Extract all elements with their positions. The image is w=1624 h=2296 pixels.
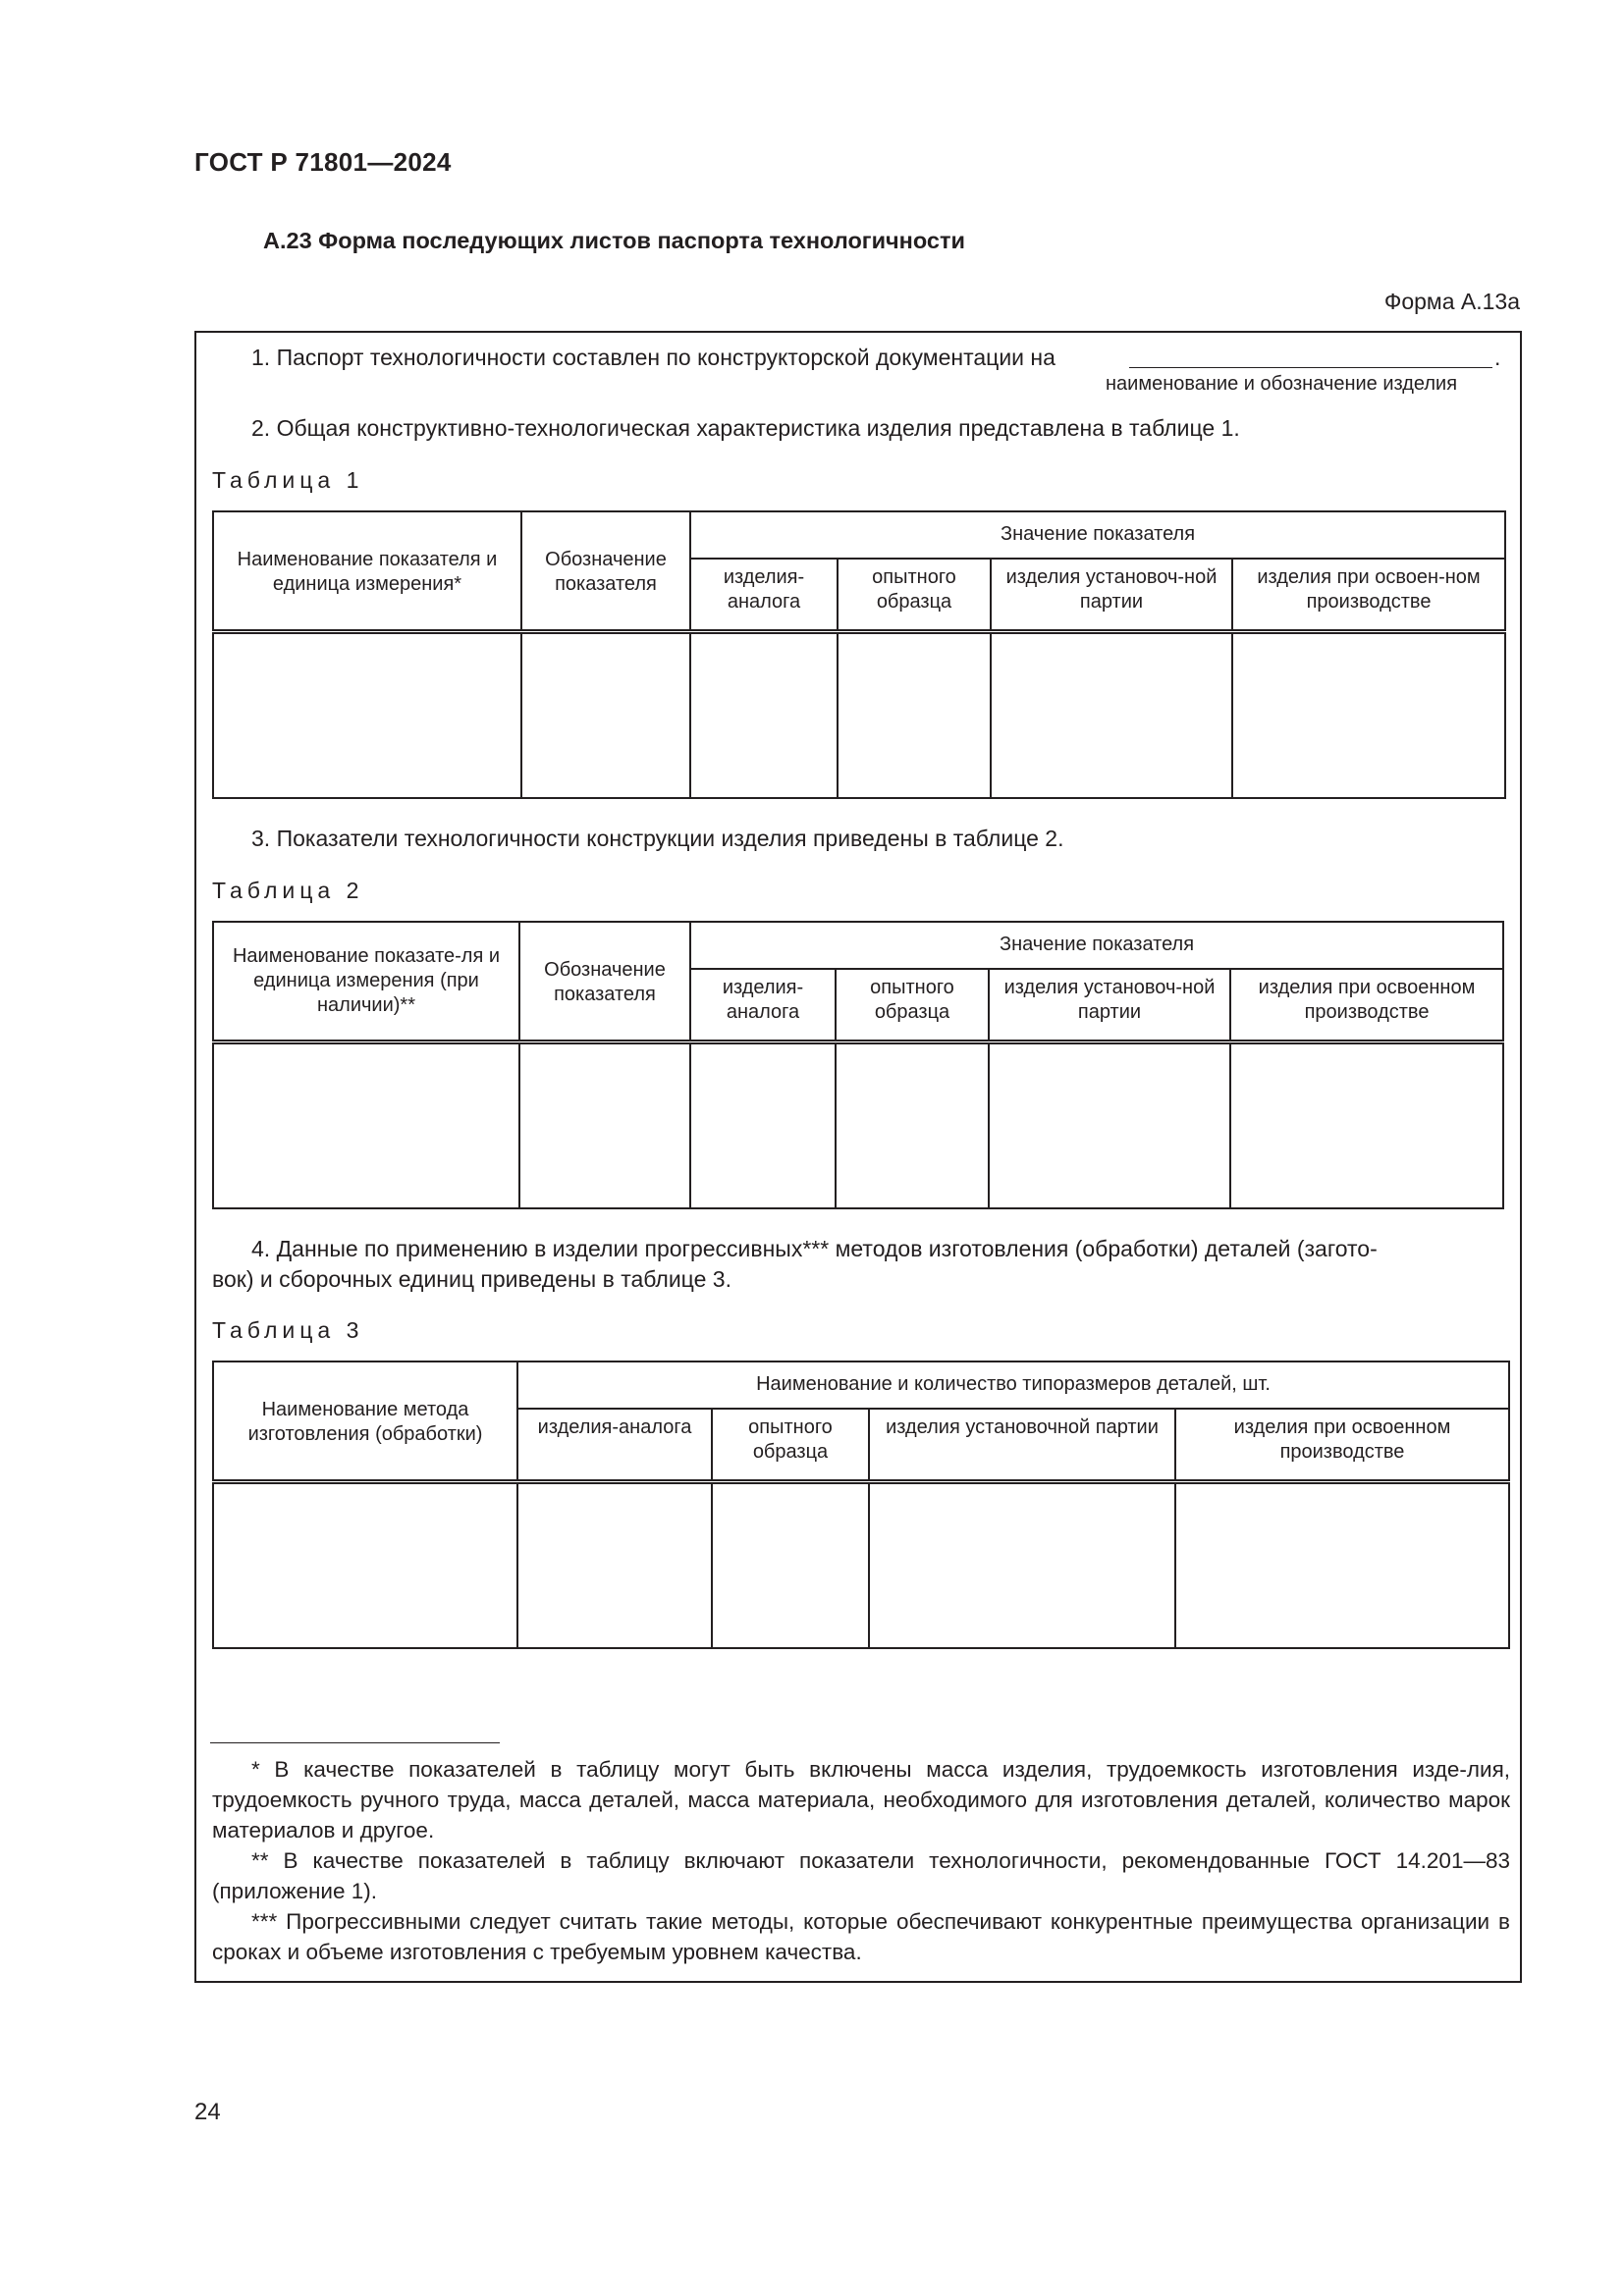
table-3 [212, 1361, 1510, 1649]
table-1-header-symbol: Обозначение показателя [521, 511, 690, 631]
table-2-header-name: Наименование показате-ля и единица измерения (при наличии)** [213, 922, 519, 1041]
table-2-cell[interactable] [1230, 1041, 1503, 1208]
table-1-cell[interactable] [1232, 631, 1505, 798]
table-1-header-name: Наименование показателя и единица измерения* [213, 511, 521, 631]
table-2-cell[interactable] [519, 1041, 690, 1208]
table-3-cell[interactable] [712, 1481, 869, 1648]
table-2-header-mastered: изделия при освоенном производстве [1230, 969, 1503, 1041]
table-2-caption: Таблица 2 [212, 878, 364, 903]
footnote-3: *** Прогрессивными следует считать такие методы, которые обеспечивают конкурентные преимущества организации в сроках и объеме изготовления с требуемым уровнем качества. [212, 1909, 1510, 1964]
table-1-cell[interactable] [690, 631, 838, 798]
table-3-header-mastered: изделия при освоенном производстве [1175, 1409, 1509, 1481]
table-3-header-group: Наименование и количество типоразмеров деталей, шт. [517, 1362, 1509, 1409]
item-4-line-1: 4. Данные по применению в изделии прогрессивных*** методов изготовления (обработки) деталей (загото- [251, 1236, 1378, 1261]
table-1-header-analog: изделия-аналога [690, 559, 838, 631]
table-1-header-pilot-batch: изделия установоч-ной партии [991, 559, 1232, 631]
item-1-text: 1. Паспорт технологичности составлен по конструкторской документации на [251, 345, 1056, 370]
table-2-header-prototype: опытного образца [836, 969, 989, 1041]
table-3-header-prototype: опытного образца [712, 1409, 869, 1481]
table-1-cell[interactable] [991, 631, 1232, 798]
table-1-caption: Таблица 1 [212, 467, 364, 493]
table-1-header-mastered: изделия при освоен-ном производстве [1232, 559, 1505, 631]
table-3-cell[interactable] [1175, 1481, 1509, 1648]
item-3-text: 3. Показатели технологичности конструкции изделия приведены в таблице 2. [251, 826, 1064, 851]
table-3-header-analog: изделия-аналога [517, 1409, 712, 1481]
table-1 [212, 510, 1506, 799]
item-1-caption: наименование и обозначение изделия [1106, 373, 1458, 395]
item-1-fill-line [1129, 367, 1492, 368]
table-2-cell[interactable] [213, 1041, 519, 1208]
page-number: 24 [194, 2099, 221, 2125]
table-2-header-analog: изделия-аналога [690, 969, 836, 1041]
table-1-header-prototype: опытного образца [838, 559, 991, 631]
item-1-period: . [1494, 345, 1501, 370]
table-3-cell[interactable] [517, 1481, 712, 1648]
table-2-header-symbol: Обозначение показателя [519, 922, 690, 1041]
footnote-separator [210, 1742, 500, 1743]
table-2-header-group: Значение показателя [690, 922, 1503, 969]
table-3-cell[interactable] [869, 1481, 1175, 1648]
table-2-cell[interactable] [836, 1041, 989, 1208]
table-2 [212, 921, 1504, 1209]
form-label: Форма А.13а [1383, 289, 1520, 314]
table-3-header-pilot-batch: изделия установочной партии [869, 1409, 1175, 1481]
table-1-header-group: Значение показателя [690, 511, 1505, 559]
table-2-cell[interactable] [690, 1041, 836, 1208]
table-2-cell[interactable] [989, 1041, 1230, 1208]
item-2-text: 2. Общая конструктивно-технологическая характеристика изделия представлена в таблице 1. [251, 415, 1240, 441]
table-3-header-method: Наименование метода изготовления (обработки) [213, 1362, 517, 1481]
section-title: А.23 Форма последующих листов паспорта технологичности [263, 228, 965, 253]
footnote-1: * В качестве показателей в таблицу могут быть включены масса изделия, трудоемкость изготовления изде-лия, трудоемкость ручного труда, масса деталей, масса материала, необходимого для изготовления деталей, количество марок материалов и другое. [212, 1757, 1510, 1842]
table-1-cell[interactable] [521, 631, 690, 798]
document-id: ГОСТ Р 71801—2024 [194, 147, 452, 177]
table-2-header-pilot-batch: изделия установоч-ной партии [989, 969, 1230, 1041]
table-1-cell[interactable] [213, 631, 521, 798]
table-3-cell[interactable] [213, 1481, 517, 1648]
table-1-cell[interactable] [838, 631, 991, 798]
footnote-2: ** В качестве показателей в таблицу включают показатели технологичности, рекомендованные ГОСТ 14.201—83 (приложение 1). [212, 1848, 1510, 1903]
item-4-line-2: вок) и сборочных единиц приведены в таблице 3. [212, 1266, 731, 1292]
table-3-caption: Таблица 3 [212, 1317, 364, 1343]
